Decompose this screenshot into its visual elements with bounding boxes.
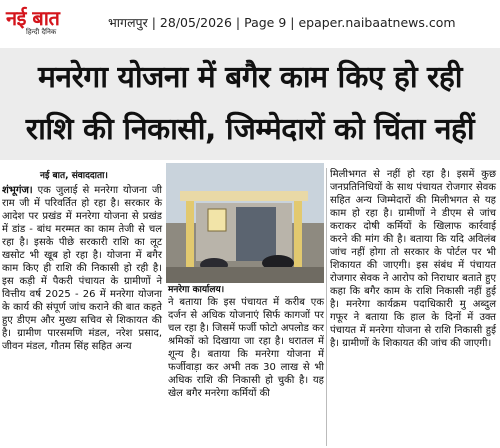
article-photo <box>166 163 324 283</box>
column-divider <box>326 168 327 446</box>
headline-band <box>0 48 500 160</box>
masthead <box>0 0 500 48</box>
dateline: नई बात, संवाददाता। <box>40 171 108 181</box>
headline-line-1: मनरेगा योजना में बगैर काम किए हो रही <box>37 60 463 95</box>
office-building-illustration <box>166 163 324 283</box>
logo-tagline: हिन्दी दैनिक <box>26 28 57 36</box>
article-column-left <box>2 184 162 353</box>
article-column-middle: ने बताया कि इस पंचायत में करीब एक दर्जन से अधिक योजनाएं सिर्फ कागजों पर चल रहा है। जिसमें फर्जी फोटो अपलोड कर श्रमिकों को दिखाया जा रहा है। धरातल में शून्य है। बताया कि मनरेगा योजना में फर्जीवाड़ा कर अभी तक 30 लाख से भी अधिक राशि की निकासी हो चुकी है। यह खेल बगैर मनरेगा कर्मियों की <box>168 297 324 399</box>
article-lead: शंभूगंज। <box>2 185 33 196</box>
photo-caption: मनरेगा कार्यालय। <box>168 284 324 296</box>
article-headline <box>0 48 500 164</box>
edition-meta: भागलपुर | 28/05/2026 | Page 9 | epaper.naibaatnews.com <box>108 15 456 30</box>
article-body-left: एक जुलाई से मनरेगा योजना जी राम जी में परिवर्तित हो रहा है। सरकार के आदेश पर प्रखंड में मनरेगा योजना से प्रखंड में डांड - बांध मरम्मत का काम तेजी से चल रहा है। इसके पीछे सरकारी राशि का लूट खसोट भी खूब हो रहा है। योजना में बगैर काम किए ही राशि की निकासी हो रही है। इस कड़ी में पैकरी पंचायत के ग्रामीणों ने वित्तीय वर्ष 2025 - 26 में मनरेगा योजना के कार्य की संपूर्ण जांच कराने की बात कहते हुए डीएम और मुख्य सचिव से शिकायत की है। ग्रामीण पारसमणि मंडल, नरेश प्रसाद, जीवन मंडल, गौतम सिंह सहित अन्य <box>2 185 162 352</box>
logo-text: नई बात <box>6 6 60 30</box>
headline-line-2: राशि की निकासी, जिम्मेदारों को चिंता नहीं <box>25 112 475 147</box>
newspaper-logo <box>6 4 90 42</box>
article-column-right: मिलीभगत से नहीं हो रहा है। इसमें कुछ जनप्रतिनिधियों के साथ पंचायत रोजगार सेवक सहित अन्य जिम्मेदारों की मिलीभगत से यह काम हो रहा है। ग्रामीणों ने डीएम से जांच कराकर दोषी कर्मियों के खिलाफ कार्रवाई करने की मांग की है। बताया कि यदि अविलंब जांच नहीं होगा तो सरकार के पोर्टल पर भी शिकायत की जाएगी। इस संबंध में पंचायत रोजगार सेवक ने आरोप को निराधार बताते हुए कहा कि बगैर काम के राशि निकासी नहीं हुई है। मनरेगा कार्यक्रम पदाधिकारी मु अब्दुल गफूर ने बताया कि हाल के दिनों में उक्त पंचायत में मनरेगा योजना से राशि निकासी हुई है। ग्रामीणों के शिकायत की जांच की जाएगी। <box>330 169 496 349</box>
